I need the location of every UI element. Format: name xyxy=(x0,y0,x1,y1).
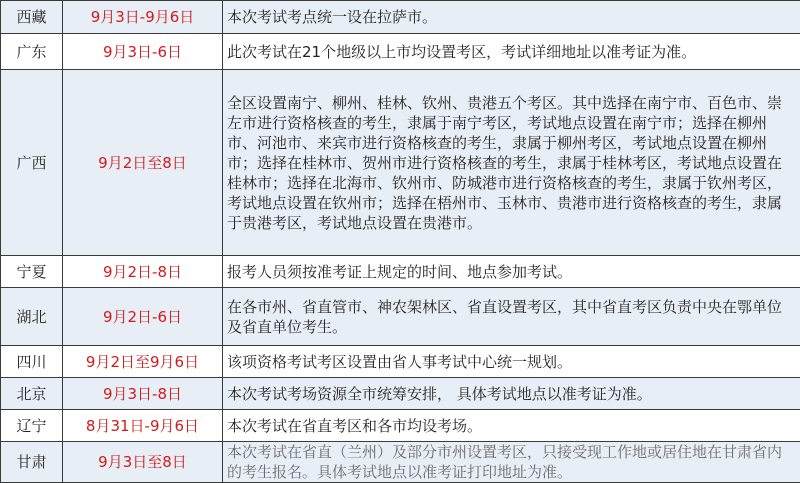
note-cell: 本次考试在省直考区和各市均设考场。 xyxy=(223,410,800,442)
province-cell: 四川 xyxy=(1,346,63,378)
table-row xyxy=(1,70,800,256)
note-cell: 报考人员须按准考证上规定的时间、地点参加考试。 xyxy=(223,256,800,288)
province-cell: 湖北 xyxy=(1,288,63,346)
note-cell: 本次考试考点统一设在拉萨市。 xyxy=(223,1,800,34)
province-cell: 广东 xyxy=(1,34,63,70)
exam-dates-cell: 9月3日-6日 xyxy=(63,34,223,70)
province-cell: 广西 xyxy=(1,70,63,256)
exam-dates-cell: 9月3日至8日 xyxy=(63,442,223,483)
table-row xyxy=(1,442,800,483)
note-cell: 全区设置南宁、柳州、桂林、钦州、贵港五个考区。其中选择在南宁市、百色市、崇左市进行资格核查的考生，隶属于南宁考区，考试地点设置在南宁市；选择在柳州市、河池市、来宾市进行资格核查的考生，隶属于柳州考区，考试地点设置在柳州市；选择在桂林市、贺州市进行资格核查的考生，隶属于桂林考区，考试地点设置在桂林市；选择在北海市、钦州市、防城港市进行资格核查的考生，隶属于钦州考区，考试地点设置在钦州市；选择在梧州市、玉林市、贵港市进行资格核查的考生，隶属于贵港考区，考试地点设置在贵港市。 xyxy=(223,70,800,256)
province-cell: 西藏 xyxy=(1,1,63,34)
province-cell: 辽宁 xyxy=(1,410,63,442)
province-cell: 甘肃 xyxy=(1,442,63,483)
note-cell: 本次考试考场资源全市统筹安排， 具体考试地点以准考证为准。 xyxy=(223,378,800,410)
table-row xyxy=(1,346,800,378)
exam-dates-cell: 9月2日至8日 xyxy=(63,70,223,256)
exam-dates-cell: 9月2日-8日 xyxy=(63,256,223,288)
exam-dates-cell: 9月2日-6日 xyxy=(63,288,223,346)
table-row xyxy=(1,34,800,70)
note-cell: 该项资格考试考区设置由省人事考试中心统一规划。 xyxy=(223,346,800,378)
note-cell: 在各市州、省直管市、神农架林区、省直设置考区，其中省直考区负责中央在鄂单位及省直单位考生。 xyxy=(223,288,800,346)
province-cell: 宁夏 xyxy=(1,256,63,288)
table-row xyxy=(1,1,800,34)
note-cell: 本次考试在省直（兰州）及部分市州设置考区，只接受现工作地或居住地在甘肃省内的考生报名。具体考试地点以准考证打印地址为准。 xyxy=(223,442,800,483)
province-cell: 北京 xyxy=(1,378,63,410)
table-row xyxy=(1,256,800,288)
table-row xyxy=(1,288,800,346)
exam-dates-cell: 9月2日至9月6日 xyxy=(63,346,223,378)
exam-dates-cell: 9月3日-9月6日 xyxy=(63,1,223,34)
table-row xyxy=(1,378,800,410)
exam-dates-cell: 8月31日-9月6日 xyxy=(63,410,223,442)
table-row xyxy=(1,410,800,442)
exam-dates-cell: 9月3日-8日 xyxy=(63,378,223,410)
note-cell: 此次考试在21个地级以上市均设置考区，考试详细地址以准考证为准。 xyxy=(223,34,800,70)
